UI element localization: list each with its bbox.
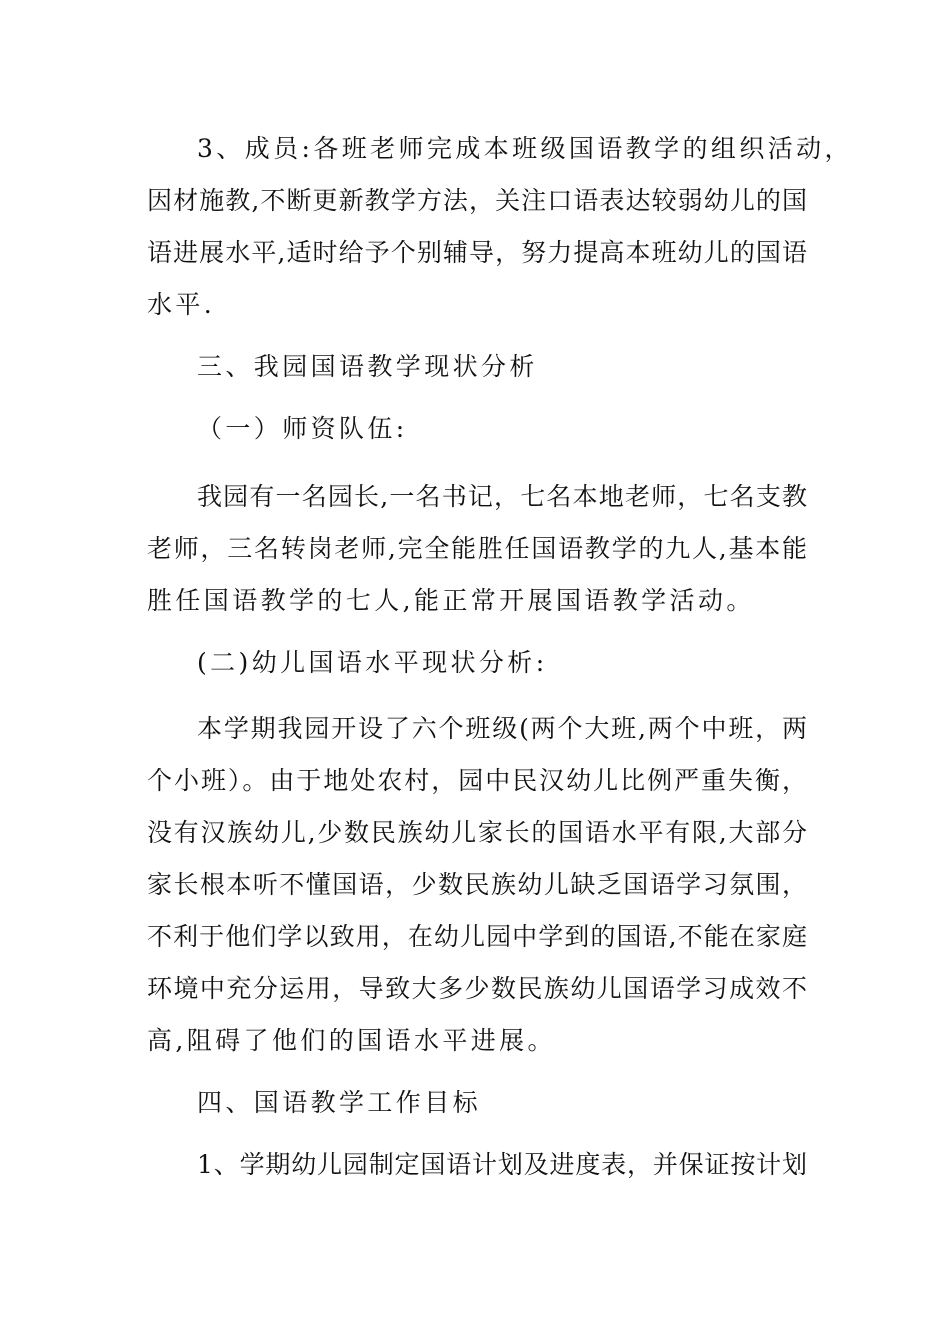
paragraph-staff-line-3: 胜任国语教学的七人,能正常开展国语教学活动。 [147, 586, 755, 615]
paragraph-members-line-4: 水平. [147, 290, 216, 319]
paragraph-goals-line-1: 1、学期幼儿园制定国语计划及进度表，并保证按计划 [197, 1150, 807, 1179]
subheading-teaching-staff: （一）师资队伍: [197, 414, 408, 443]
paragraph-children-line-7: 高,阻碍了他们的国语水平进展。 [147, 1026, 556, 1055]
section-heading-current-status: 三、我园国语教学现状分析 [197, 352, 538, 381]
paragraph-children-line-5: 不利于他们学以致用，在幼儿园中学到的国语,不能在家庭 [147, 922, 807, 951]
paragraph-staff-line-1: 我园有一名园长,一名书记，七名本地老师，七名支教 [197, 482, 807, 511]
paragraph-staff-line-2: 老师，三名转岗老师,完全能胜任国语教学的九人,基本能 [147, 534, 807, 563]
paragraph-children-line-1: 本学期我园开设了六个班级(两个大班,两个中班，两 [197, 714, 807, 743]
paragraph-members-line-1: 3、成员:各班老师完成本班级国语教学的组织活动， [197, 134, 853, 163]
section-heading-work-goals: 四、国语教学工作目标 [197, 1088, 482, 1117]
paragraph-children-line-6: 环境中充分运用，导致大多少数民族幼儿国语学习成效不 [147, 974, 807, 1003]
paragraph-members-line-2: 因材施教,不断更新教学方法，关注口语表达较弱幼儿的国 [147, 186, 807, 215]
paragraph-members-line-3: 语进展水平,适时给予个别辅导，努力提高本班幼儿的国语 [147, 238, 807, 267]
paragraph-children-line-2: 个小班）。由于地处农村，园中民汉幼儿比例严重失衡， [147, 766, 807, 795]
subheading-children-level: (二)幼儿国语水平现状分析: [197, 648, 548, 677]
paragraph-children-line-4: 家长根本听不懂国语，少数民族幼儿缺乏国语学习氛围， [147, 870, 807, 899]
paragraph-children-line-3: 没有汉族幼儿,少数民族幼儿家长的国语水平有限,大部分 [147, 818, 807, 847]
